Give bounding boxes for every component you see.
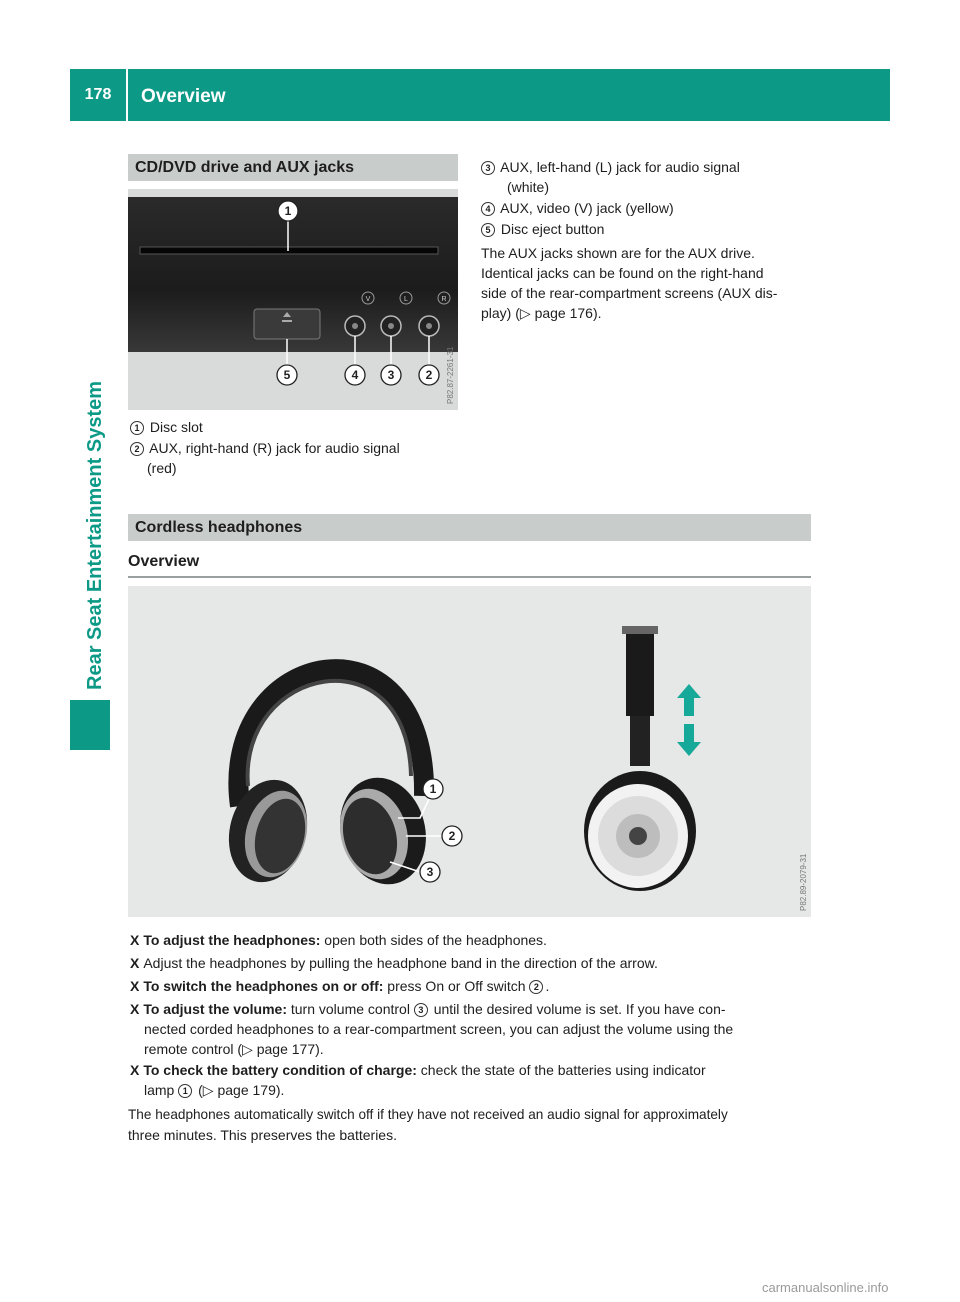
side-tab-label: Rear Seat Entertainment System (84, 380, 106, 690)
callout-1: 1 (284, 204, 292, 218)
step-pull-band (130, 953, 658, 973)
subheading-rule (128, 576, 811, 578)
step-text: turn volume control (286, 1001, 414, 1017)
footer-paragraph-line: The headphones automatically switch off if they have not received an audio signal for approximately (128, 1107, 728, 1122)
legend-text: Disc slot (149, 419, 203, 435)
legend-text: Disc eject button (500, 221, 605, 237)
callout-5: 5 (283, 368, 291, 382)
jack-label-r: R (441, 296, 447, 303)
step-text: check the state of the batteries using indicator (416, 1062, 706, 1078)
aux-paragraph-line: Identical jacks can be found on the right-hand (481, 265, 764, 281)
step-text-end: . (545, 978, 550, 994)
legend-number: 4 (481, 202, 495, 216)
legend-number: 3 (481, 161, 495, 175)
page-ref-arrow-icon: ▷ (242, 1041, 253, 1057)
legend-item-4 (481, 198, 674, 218)
aux-paragraph-line: side of the rear-compartment screens (AUX dis- (481, 285, 778, 301)
page-ref-link[interactable]: page 176). (534, 305, 602, 321)
legend-item-5 (481, 219, 604, 239)
footer-paragraph-line: three minutes. This preserves the batteries. (128, 1127, 397, 1143)
callout-3: 3 (426, 865, 434, 879)
legend-text: AUX, right-hand (R) jack for audio signal (149, 440, 400, 456)
callout-3: 3 (387, 368, 395, 382)
jack-label-v: V (365, 296, 371, 303)
side-tab-marker (70, 700, 110, 750)
step-x-icon: X (130, 932, 140, 948)
step-callout: 2 (529, 980, 543, 994)
step-text: ( (194, 1082, 203, 1098)
step-title: To adjust the volume: (143, 1001, 287, 1017)
legend-item-1 (130, 417, 203, 437)
step-callout: 1 (178, 1084, 192, 1098)
page-title: Overview (141, 86, 226, 107)
legend-number: 2 (130, 442, 144, 456)
jack-label-l: L (404, 296, 408, 303)
section-heading-cordless-headphones (128, 514, 811, 541)
paragraph-text: play) ( (481, 305, 520, 321)
step-text: lamp (144, 1082, 179, 1098)
section-heading-text: CD/DVD drive and AUX jacks (135, 158, 355, 176)
page-ref-arrow-icon: ▷ (519, 305, 531, 321)
legend-text: AUX, video (V) jack (yellow) (500, 200, 674, 216)
header-divider (126, 69, 128, 121)
legend-text: AUX, left-hand (L) jack for audio signal (500, 159, 740, 175)
subheading-overview: Overview (128, 553, 200, 570)
image-code: P82.87-2261-31 (446, 346, 455, 404)
step-text-continued (144, 1039, 324, 1059)
step-callout: 3 (414, 1003, 428, 1017)
legend-number: 1 (130, 421, 144, 435)
page-number: 178 (84, 86, 112, 103)
step-adjust-headphones (130, 930, 547, 950)
watermark: carmanualsonline.info (762, 1280, 889, 1295)
aux-paragraph-line: The AUX jacks shown are for the AUX drive. (481, 245, 755, 261)
step-x-icon: X (130, 955, 140, 971)
step-text-end: until the desired volume is set. If you have con- (429, 1001, 726, 1017)
step-x-icon: X (130, 1062, 140, 1078)
step-battery-condition (130, 1060, 706, 1080)
step-text: press On or Off switch (383, 978, 530, 994)
callout-1: 1 (429, 782, 437, 796)
headphones-illustration (128, 586, 811, 917)
step-x-icon: X (130, 978, 140, 994)
image-code: P82.89-2079-31 (799, 853, 808, 911)
section-heading-cd-dvd (128, 154, 458, 181)
page-ref-link[interactable]: page 177). (256, 1041, 324, 1057)
step-text-continued: nected corded headphones to a rear-compartment screen, you can adjust the volume using the (144, 1021, 734, 1037)
step-text: open both sides of the headphones. (320, 932, 547, 948)
page-ref-link[interactable]: page 179). (217, 1082, 285, 1098)
step-title: To check the battery condition of charge: (143, 1062, 417, 1078)
step-text: remote control ( (144, 1041, 243, 1057)
legend-item-3 (481, 157, 740, 177)
legend-number: 5 (481, 223, 495, 237)
legend-text-continued: (white) (507, 179, 550, 195)
step-x-icon: X (130, 1001, 140, 1017)
step-title: To adjust the headphones: (143, 932, 321, 948)
step-title: To switch the headphones on or off: (143, 978, 384, 994)
callout-2: 2 (425, 368, 433, 382)
legend-text-continued: (red) (147, 460, 177, 476)
step-text: Adjust the headphones by pulling the headphone band in the direction of the arrow. (143, 955, 658, 971)
cd-dvd-drive-image (128, 189, 458, 410)
step-adjust-volume (130, 999, 726, 1019)
step-switch-on-off (130, 976, 549, 996)
cd-dvd-drive-illustration (128, 189, 458, 410)
headphones-image (128, 586, 811, 917)
page-ref-arrow-icon: ▷ (202, 1082, 214, 1098)
aux-paragraph-line (481, 303, 602, 323)
callout-2: 2 (448, 829, 456, 843)
section-heading-text: Cordless headphones (135, 518, 303, 536)
legend-item-2 (130, 438, 400, 458)
callout-4: 4 (351, 368, 359, 382)
step-text-continued (144, 1080, 284, 1100)
